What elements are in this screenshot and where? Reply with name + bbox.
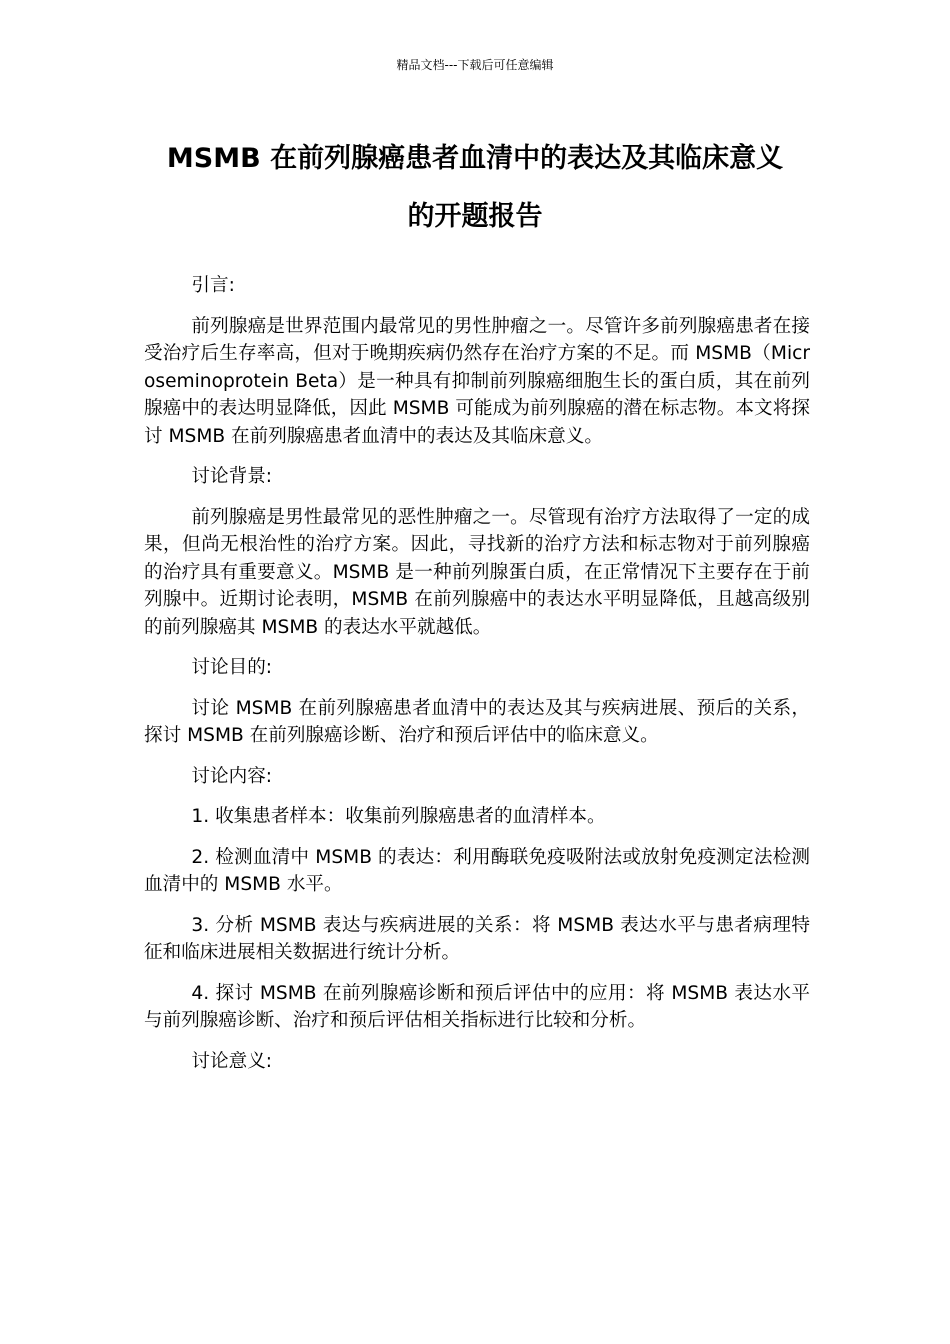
section-heading-significance: 讨论意义:	[191, 1050, 273, 1072]
paragraph-background: 前列腺癌是男性最常见的恶性肿瘤之一。尽管现有治疗方法取得了一定的成果，但尚无根治性的治疗方案。因此，寻找新的治疗方法和标志物对于前列腺癌的治疗具有重要意义。MSMB 是一种前列腺蛋白质，在正常情况下主要存在于前列腺中。近期讨论表明，MSMB 在前列腺癌中的表达水平明显降低，且越高级别的前列腺癌其 MSMB 的表达水平就越低。	[144, 506, 810, 638]
list-item: 3. 分析 MSMB 表达与疾病进展的关系：将 MSMB 表达水平与患者病理特征和临床进展相关数据进行统计分析。	[144, 914, 810, 963]
paragraph-intro: 前列腺癌是世界范围内最常见的男性肿瘤之一。尽管许多前列腺癌患者在接受治疗后生存率高，但对于晚期疾病仍然存在治疗方案的不足。而 MSMB（Microseminoprotein Beta）是一种具有抑制前列腺癌细胞生长的蛋白质，其在前列腺癌中的表达明显降低，因此 MSMB 可能成为前列腺癌的潜在标志物。本文将探讨 MSMB 在前列腺癌患者血清中的表达及其临床意义。	[144, 315, 810, 447]
section-heading-intro: 引言:	[191, 275, 235, 296]
list-item: 2. 检测血清中 MSMB 的表达：利用酶联免疫吸附法或放射免疫测定法检测血清中的 MSMB 水平。	[144, 846, 810, 895]
section-heading-background: 讨论背景:	[191, 466, 273, 487]
paragraph-purpose: 讨论 MSMB 在前列腺癌患者血清中的表达及其与疾病进展、预后的关系，探讨 MSMB 在前列腺癌诊断、治疗和预后评估中的临床意义。	[144, 697, 810, 746]
document-title	[100, 130, 850, 246]
section-heading-purpose: 讨论目的:	[191, 657, 273, 678]
list-item: 4. 探讨 MSMB 在前列腺癌诊断和预后评估中的应用：将 MSMB 表达水平与前列腺癌诊断、治疗和预后评估相关指标进行比较和分析。	[144, 982, 810, 1031]
document-body	[144, 272, 810, 1088]
page-header: 精品文档---下载后可任意编辑	[396, 58, 554, 72]
title-line-2: 的开题报告	[407, 201, 543, 232]
title-line-1: MSMB 在前列腺癌患者血清中的表达及其临床意义	[166, 143, 784, 174]
section-heading-content: 讨论内容:	[191, 765, 273, 787]
list-item: 1. 收集患者样本：收集前列腺癌患者的血清样本。	[191, 806, 606, 827]
